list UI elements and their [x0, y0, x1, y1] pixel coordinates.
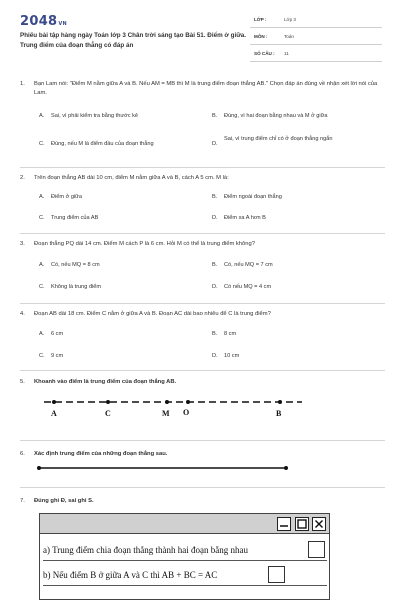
- q2-option-d[interactable]: [212, 214, 382, 223]
- q4-option-b[interactable]: [212, 330, 382, 339]
- divider: [20, 370, 385, 371]
- question-stem: Đúng ghi Đ, sai ghi S.: [34, 498, 94, 504]
- option-text: Điểm ở giữa: [51, 194, 83, 200]
- answer-box-b[interactable]: [268, 566, 285, 583]
- question-number: 1.: [20, 81, 25, 87]
- meta-class-row: [250, 14, 382, 28]
- q2-option-a[interactable]: [39, 193, 199, 202]
- option-label: A.: [39, 194, 45, 200]
- option-label: A.: [39, 113, 45, 119]
- site-logo[interactable]: [20, 14, 67, 29]
- meta-class-key: LỚP :: [254, 17, 267, 22]
- question-stem: Đoạn thẳng PQ dài 14 cm. Điểm M cách P là 6 cm. Hỏi M có thể là trung điểm không?: [34, 241, 255, 247]
- document-header: [0, 0, 400, 64]
- divider: [20, 303, 385, 304]
- segment-endpoint-right: [284, 466, 288, 470]
- divider: [20, 167, 385, 168]
- option-text: Sai, vì phải kiểm tra bằng thước kẻ: [51, 113, 139, 119]
- point-b-dot[interactable]: [278, 400, 282, 404]
- meta-count-row: [250, 48, 382, 62]
- option-text: Sai, vì trung điểm chỉ có ở đoạn thẳng ngắn: [224, 136, 333, 142]
- option-text: Không là trung điểm: [51, 284, 102, 290]
- option-label: D.: [212, 353, 218, 359]
- option-text: Trung điểm của AB: [51, 215, 99, 221]
- meta-subject-key: MÔN :: [254, 34, 268, 39]
- question-3: [20, 240, 385, 249]
- question-stem: Đoạn AB dài 18 cm. Điểm C nằm ở giữa A và B. Đoạn AC dài bao nhiêu để C là trung điểm?: [34, 311, 271, 317]
- segment-figure: [35, 462, 295, 474]
- question-number: 5.: [20, 379, 25, 385]
- question-6: [20, 450, 385, 459]
- option-text: 10 cm: [224, 353, 240, 359]
- point-o-label: O: [183, 408, 190, 417]
- question-number: 7.: [20, 498, 25, 504]
- option-text: 9 cm: [51, 353, 64, 359]
- meta-class-value: Lớp 3: [284, 17, 296, 22]
- option-text: Có, nếu MQ = 8 cm: [51, 262, 100, 268]
- option-label: A.: [39, 262, 45, 268]
- option-label: A.: [39, 331, 45, 337]
- q3-option-a[interactable]: [39, 261, 199, 270]
- q1-option-a[interactable]: [39, 112, 199, 121]
- question-number: 3.: [20, 241, 25, 247]
- statement-a-text: a) Trung điểm chia đoạn thẳng thành hai đoạn bằng nhau: [43, 545, 248, 555]
- option-text: Có nếu MQ = 4 cm: [224, 284, 272, 290]
- option-label: C.: [39, 353, 45, 359]
- option-text: Điểm ngoài đoạn thẳng: [224, 194, 282, 200]
- option-text: Đúng, vì hai đoạn bằng nhau và M ở giữa: [224, 113, 328, 119]
- true-false-window: [39, 513, 330, 600]
- divider: [20, 233, 385, 234]
- page-title: Phiếu bài tập hàng ngày Toán lớp 3 Chân trời sáng tạo Bài 51. Điểm ở giữa. Trung điểm của đoạn thẳng có đáp án: [20, 32, 247, 49]
- minimize-icon[interactable]: [277, 517, 291, 531]
- segment-endpoint-left: [37, 466, 41, 470]
- question-number: 2.: [20, 175, 25, 181]
- option-text: Điểm xa A hơn B: [224, 215, 266, 221]
- question-7: [20, 497, 385, 506]
- divider: [20, 487, 385, 488]
- statement-b: [43, 564, 327, 586]
- answer-box-a[interactable]: [308, 541, 325, 558]
- logo-text: 2048: [20, 14, 58, 29]
- logo-suffix: VN: [58, 21, 68, 27]
- question-stem: Xác định trung điểm của những đoạn thẳng sau.: [34, 451, 168, 457]
- q3-option-c[interactable]: [39, 283, 199, 292]
- question-number: 4.: [20, 311, 25, 317]
- q2-option-b[interactable]: [212, 193, 382, 202]
- meta-count-key: SỐ CÂU :: [254, 51, 275, 56]
- segment-ab-figure: [30, 395, 320, 409]
- q2-option-c[interactable]: [39, 214, 199, 223]
- q4-option-c[interactable]: [39, 352, 199, 361]
- divider: [20, 440, 385, 441]
- option-label: B.: [212, 194, 218, 200]
- close-icon[interactable]: [312, 517, 326, 531]
- point-m-label: M: [162, 409, 170, 418]
- q1-option-b[interactable]: [212, 112, 382, 121]
- option-label: D.: [212, 141, 218, 147]
- q4-option-a[interactable]: [39, 330, 199, 339]
- option-label: B.: [212, 113, 218, 119]
- option-label: C.: [39, 215, 45, 221]
- option-label: D.: [212, 215, 218, 221]
- meta-subject-row: [250, 31, 382, 45]
- q3-option-d[interactable]: [212, 283, 382, 292]
- point-o-dot[interactable]: [186, 400, 190, 404]
- question-1: [20, 80, 385, 98]
- question-stem: Trên đoạn thẳng AB dài 10 cm, điểm M nằm giữa A và B, cách A 5 cm. M là:: [34, 175, 229, 181]
- option-label: B.: [212, 331, 218, 337]
- q4-option-d[interactable]: [212, 352, 382, 361]
- window-titlebar: [40, 514, 329, 534]
- point-a-dot[interactable]: [52, 400, 56, 404]
- question-5: [20, 378, 385, 387]
- meta-subject-value: Toán: [284, 34, 294, 39]
- option-text: 6 cm: [51, 331, 64, 337]
- question-2: [20, 174, 385, 183]
- question-stem: Bạn Lam nói: "Điểm M nằm giữa A và B. Nếu AM = MB thì M là trung điểm đoạn thẳng AB." Chọn đáp án đúng về nhận xét lời nói của Lam.: [34, 81, 378, 96]
- option-label: C.: [39, 141, 45, 147]
- q3-option-b[interactable]: [212, 261, 382, 270]
- statement-a: [43, 539, 327, 561]
- meta-count-value: 11: [284, 51, 289, 56]
- maximize-icon[interactable]: [295, 517, 309, 531]
- question-stem: Khoanh vào điểm là trung điểm của đoạn thẳng AB.: [34, 379, 177, 385]
- option-label: C.: [39, 284, 45, 290]
- question-4: [20, 310, 385, 319]
- option-text: 8 cm: [224, 331, 237, 337]
- statement-b-text: b) Nếu điểm B ở giữa A và C thì AB + BC = AC: [43, 570, 218, 580]
- option-label: B.: [212, 262, 218, 268]
- q1-option-d[interactable]: [212, 135, 372, 147]
- q1-option-c[interactable]: [39, 140, 207, 149]
- point-c-label: C: [105, 409, 111, 418]
- point-a-label: A: [51, 409, 57, 418]
- point-m-dot[interactable]: [165, 400, 169, 404]
- question-number: 6.: [20, 451, 25, 457]
- option-label: D.: [212, 284, 218, 290]
- point-c-dot[interactable]: [106, 400, 110, 404]
- option-text: Có, nếu MQ = 7 cm: [224, 262, 273, 268]
- option-text: Đúng, nếu M là điểm đầu của đoạn thẳng: [51, 141, 154, 147]
- point-b-label: B: [276, 409, 282, 418]
- meta-box: [250, 14, 382, 65]
